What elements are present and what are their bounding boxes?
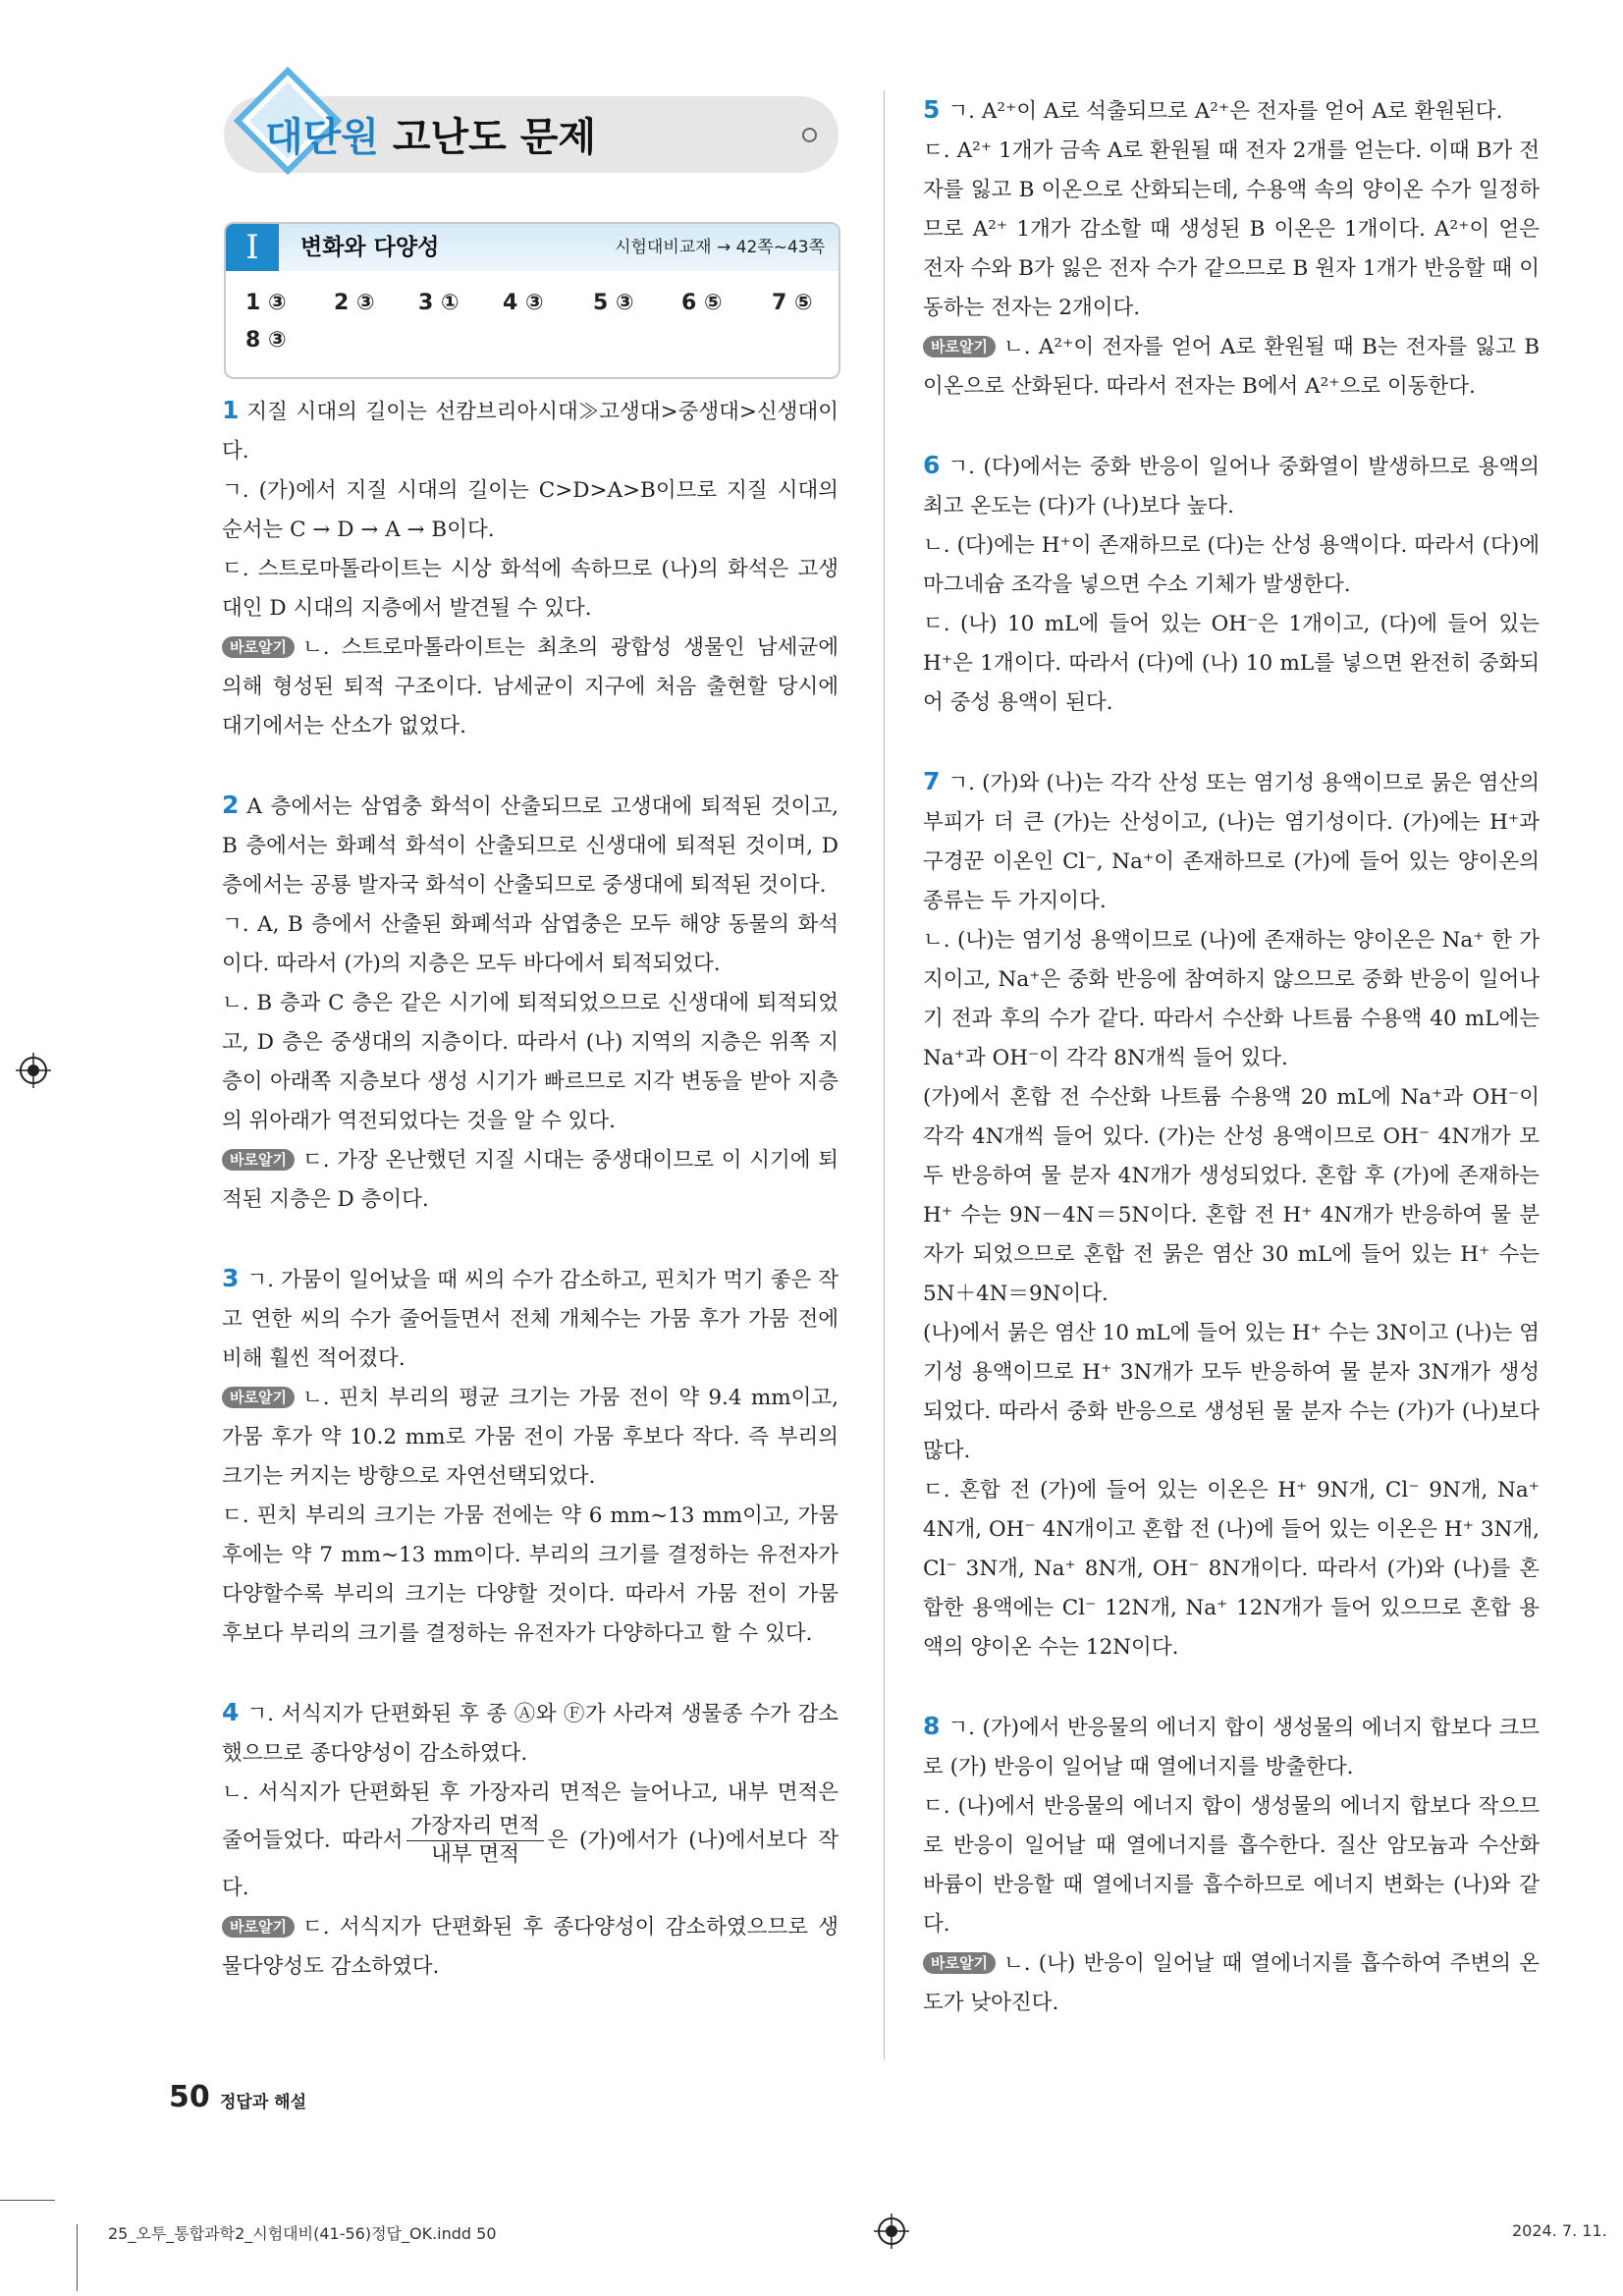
question-number: 1 [222, 396, 240, 424]
answer-item: 7 ⑤ [772, 291, 813, 315]
answer-item: 8 ③ [245, 328, 287, 353]
unit-number: I [226, 224, 279, 271]
left-column [222, 391, 839, 2026]
column-divider [884, 90, 885, 2059]
correction-tag: 바로알기 [923, 1952, 996, 1974]
correction-tag: 바로알기 [923, 336, 996, 357]
solution-6: 6 ㄱ. (다)에서는 중화 반응이 일어나 중화열이 발생하므로 용액의 최고 온도는 (다)가 (나)보다 높다. ㄴ. (다)에는 H⁺이 존재하므로 (다)는 산성 용액이다. 따라서 (다)에 마그네슘 조각을 넣으면 수소 기체가 발생한다. ㄷ. (나) 10 mL에 들어 있는 OH⁻은 1개이고, (다)에 들어 있는 H⁺은 1개이다. 따라서 (다)에 (나) 10 mL를 넣으면 완전히 중화되어 중성 용액이 된다. [923, 451, 1540, 715]
solution-5: 5 ㄱ. A²⁺이 A로 석출되므로 A²⁺은 전자를 얻어 A로 환원된다. ㄷ. A²⁺ 1개가 금속 A로 환원될 때 전자 2개를 얻는다. 이때 B가 전자를 잃고 B 이온으로 산화되는데, 수용액 속의 양이온 수가 일정하므로 A²⁺ 1개가 감소할 때 생성된 B 이온은 1개이다. A²⁺이 얻은 전자 수와 B가 잃은 전자 수가 같으므로 B 원자 1개가 반응할 때 이동하는 전자는 2개이다. 바로알기 ㄴ. A²⁺이 전자를 얻어 A로 환원될 때 B는 전자를 잃고 B 이온으로 산화된다. 따라서 전자는 B에서 A²⁺으로 이동한다. [923, 95, 1540, 399]
crop-mark [77, 2224, 78, 2291]
registration-mark-icon [16, 1053, 51, 1088]
correction-tag: 바로알기 [222, 1916, 295, 1938]
solution-7: 7 ㄱ. (가)와 (나)는 각각 산성 또는 염기성 용액이므로 묽은 염산의 부피가 더 큰 (가)는 산성이고, (나)는 염기성이다. (가)에는 H⁺과 구경꾼 이온인 Cl⁻, Na⁺이 존재하므로 (가)에 들어 있는 양이온의 종류는 두 가지이다. ㄴ. (나)는 염기성 용액이므로 (나)에 존재하는 양이온은 Na⁺ 한 가지이고, Na⁺은 중화 반응에 참여하지 않으므로 중화 반응이 일어나기 전과 후의 수가 같다. 따라서 수산화 나트륨 수용액 40 mL에는 Na⁺과 OH⁻이 각각 8N개씩 들어 있다. (가)에서 혼합 전 수산화 나트륨 수용액 20 mL에 Na⁺과 OH⁻이 각각 4N개씩 들어 있다. (가)는 산성 용액이므로 OH⁻ 4N개가 모두 반응하여 물 분자 4N개가 생성되었다. 혼합 후 (가)에 존재하는 H⁺ 수는 9N－4N＝5N이다. 혼합 전 H⁺ 4N개가 반응하여 물 분자가 되었으므로 혼합 전 묽은 염산 30 mL에 들어 있는 H⁺ 수는 5N＋4N＝9N이다. (나)에서 묽은 염산 10 mL에 들어 있는 H⁺ 수는 3N이고 (나)는 염기성 용액이므로 H⁺ 3N개가 모두 반응하여 물 분자 3N개가 생성되었다. 따라서 중화 반응으로 생성된 물 분자 수는 (가)가 (나)보다 많다. ㄷ. 혼합 전 (가)에 들어 있는 이온은 H⁺ 9N개, Cl⁻ 9N개, Na⁺ 4N개, OH⁻ 4N개이고 혼합 전 (나)에 들어 있는 이온은 H⁺ 3N개, Cl⁻ 3N개, Na⁺ 8N개, OH⁻ 8N개이다. 따라서 (가)와 (나)를 혼합한 용액에는 Cl⁻ 12N개, Na⁺ 12N개가 들어 있으므로 혼합 용액의 양이온 수는 12N이다. [923, 767, 1541, 1660]
answer-item: 2 ③ [334, 291, 375, 315]
unit-title: 변화와 다양성 [300, 235, 440, 260]
fraction: $\frac{\text{가장자리 면적}}{\text{내부 면적}}$ [406, 1813, 543, 1869]
answer-box [224, 222, 840, 379]
answer-item: 3 ① [418, 291, 460, 315]
print-date: 2024. 7. 11. [1512, 2221, 1607, 2240]
answer-item: 6 ⑤ [681, 291, 723, 315]
solution-3: 3 ㄱ. 가뭄이 일어났을 때 씨의 수가 감소하고, 핀치가 먹기 좋은 작고 연한 씨의 수가 줄어들면서 전체 개체수는 가뭄 후가 가뭄 전에 비해 훨씬 적어졌다. 바로알기 ㄴ. 핀치 부리의 평균 크기는 가뭄 전이 약 9.4 mm이고, 가뭄 후가 약 10.2 mm로 가뭄 전이 가뭄 후보다 작다. 즉 부리의 크기는 커지는 방향으로 자연선택되었다. ㄷ. 핀치 부리의 크기는 가뭄 전에는 약 6 mm~13 mm이고, 가뭄 후에는 약 7 mm~13 mm이다. 부리의 크기를 결정하는 유전자가 다양할수록 부리의 크기는 다양할 것이다. 따라서 가뭄 전이 가뭄 후보다 부리의 크기를 결정하는 유전자가 다양하다고 할 수 있다. [222, 1264, 839, 1646]
page-number: 50 [169, 2080, 210, 2114]
answer-box-header [226, 224, 839, 271]
textbook-reference: 시험대비교재 → 42쪽~43쪽 [615, 238, 825, 257]
section-title-highlight: 대단원 [265, 115, 379, 160]
question-number: 5 [923, 95, 941, 124]
right-column [923, 90, 1540, 2062]
question-number: 4 [222, 1698, 240, 1726]
question-number: 7 [923, 767, 941, 795]
answer-item: 4 ③ [503, 291, 544, 315]
registration-mark-icon [874, 2214, 909, 2249]
answer-item: 1 ③ [245, 291, 287, 315]
answer-item: 5 ③ [593, 291, 634, 315]
question-number: 8 [923, 1712, 941, 1740]
solution-4: 4 ㄱ. 서식지가 단편화된 후 종 Ⓐ와 Ⓕ가 사라져 생물종 수가 감소했으므로 종다양성이 감소하였다. ㄴ. 서식지가 단편화된 후 가장자리 면적은 늘어나고, 내부 면적은 줄어들었다. 따라서 $\frac{\text{가장자리 면적}}{\text{내부 면적}}$ 은 (가)에서가 (나)에서보다 작다. 바로알기 ㄷ. 서식지가 단편화된 후 종다양성이 감소하였으므로 생물다양성도 감소하였다. [222, 1698, 839, 1979]
question-number: 3 [222, 1264, 240, 1292]
question-number: 6 [923, 451, 941, 479]
correction-tag: 바로알기 [222, 636, 295, 658]
solution-8: 8 ㄱ. (가)에서 반응물의 에너지 합이 생성물의 에너지 합보다 크므로 (가) 반응이 일어날 때 열에너지를 방출한다. ㄷ. (나)에서 반응물의 에너지 합이 생성물의 에너지 합보다 작으므로 반응이 일어날 때 열에너지를 흡수한다. 질산 암모늄과 수산화 바륨이 반응할 때 열에너지를 흡수하므로 에너지 변화는 (나)와 같다. 바로알기 ㄴ. (나) 반응이 일어날 때 열에너지를 흡수하여 주변의 온도가 낮아진다. [923, 1712, 1540, 2015]
answer-row [245, 328, 344, 361]
solution-1: 1 지질 시대의 길이는 선캄브리아시대≫고생대>중생대>신생대이다. ㄱ. (가)에서 지질 시대의 길이는 C>D>A>B이므로 지질 시대의 순서는 C → D → A → B이다. ㄷ. 스트로마톨라이트는 시상 화석에 속하므로 (나)의 화석은 고생대인 D 시대의 지층에서 발견될 수 있다. 바로알기 ㄴ. 스트로마톨라이트는 최초의 광합성 생물인 남세균에 의해 형성된 퇴적 구조이다. 남세균이 지구에 처음 출현할 당시에 대기에서는 산소가 없었다. [222, 396, 839, 738]
correction-tag: 바로알기 [222, 1149, 295, 1171]
crop-mark [0, 2200, 55, 2201]
correction-tag: 바로알기 [222, 1387, 295, 1408]
question-number: 2 [222, 791, 240, 819]
answer-row [245, 291, 825, 324]
section-title-rest: 고난도 문제 [378, 115, 596, 160]
solution-2: 2 A 층에서는 삼엽충 화석이 산출되므로 고생대에 퇴적된 것이고, B 층에서는 화폐석 화석이 산출되므로 신생대에 퇴적된 것이며, D 층에서는 공룡 발자국 화석이 산출되므로 중생대에 퇴적된 것이다. ㄱ. A, B 층에서 산출된 화폐석과 삼엽충은 모두 해양 동물의 화석이다. 따라서 (가)의 지층은 모두 바다에서 퇴적되었다. ㄴ. B 층과 C 층은 같은 시기에 퇴적되었으므로 신생대에 퇴적되었고, D 층은 중생대의 지층이다. 따라서 (나) 지역의 지층은 위쪽 지층이 아래쪽 지층보다 생성 시기가 빠르므로 지각 변동을 받아 지층의 위아래가 역전되었다는 것을 알 수 있다. 바로알기 ㄷ. 가장 온난했던 지질 시대는 중생대이므로 이 시기에 퇴적된 지층은 D 층이다. [222, 791, 839, 1212]
circle-icon [802, 128, 817, 142]
page-label: 정답과 해설 [220, 2093, 307, 2112]
print-file-name: 25_오투_통합과학2_시험대비(41-56)정답_OK.indd 50 [108, 2224, 497, 2243]
section-title [265, 108, 596, 167]
